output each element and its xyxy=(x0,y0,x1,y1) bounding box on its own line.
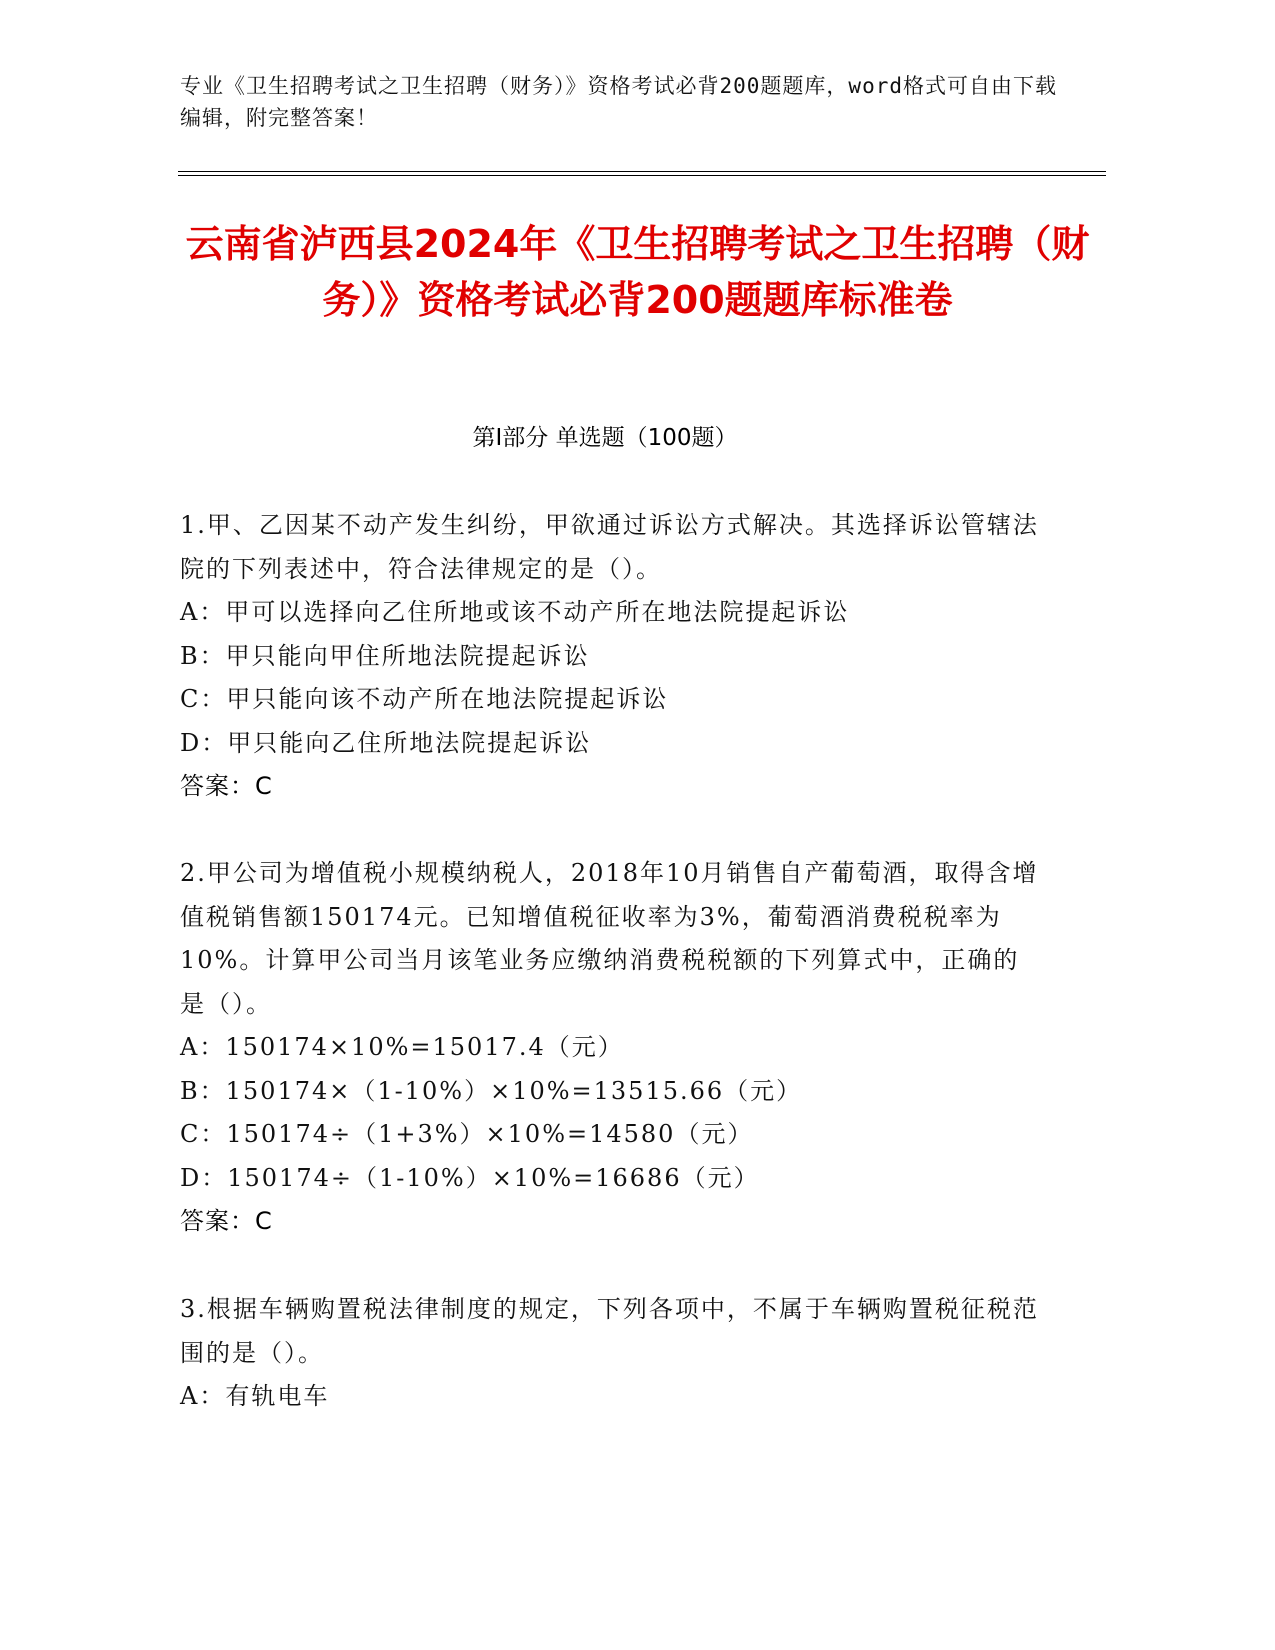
option-c: C：150174÷（1+3%）×10%=14580（元） xyxy=(180,1120,754,1148)
question-stem: 3.根据车辆购置税法律制度的规定，下列各项中，不属于车辆购置税征税范围的是（）。 xyxy=(180,1295,1039,1367)
option-a: A：甲可以选择向乙住所地或该不动产所在地法院提起诉讼 xyxy=(180,598,850,626)
header-divider-bottom xyxy=(178,175,1106,176)
question-1 xyxy=(180,504,1040,809)
option-b: B：甲只能向甲住所地法院提起诉讼 xyxy=(180,641,590,670)
answer: 答案：C xyxy=(180,772,273,800)
option-a: A：有轨电车 xyxy=(180,1382,330,1410)
question-2 xyxy=(180,852,1040,1244)
question-3 xyxy=(180,1288,1040,1419)
header-note: 专业《卫生招聘考试之卫生招聘（财务）》资格考试必背200题题库，word格式可自由下载编辑，附完整答案！ xyxy=(180,74,1057,130)
option-a: A：150174×10%=15017.4（元） xyxy=(180,1033,624,1061)
answer: 答案：C xyxy=(180,1207,273,1235)
question-stem: 1.甲、乙因某不动产发生纠纷，甲欲通过诉讼方式解决。其选择诉讼管辖法院的下列表述中，符合法律规定的是（）。 xyxy=(180,511,1039,583)
document-title: 云南省泸西县2024年《卫生招聘考试之卫生招聘（财务）》资格考试必背200题题库标准卷 xyxy=(185,222,1090,322)
option-b: B：150174×（1-10%）×10%=13515.66（元） xyxy=(180,1076,803,1105)
option-c: C：甲只能向该不动产所在地法院提起诉讼 xyxy=(180,685,669,713)
section-heading: 第Ⅰ部分 单选题（100题） xyxy=(472,425,738,451)
header-divider-top xyxy=(178,171,1106,172)
option-d: D：甲只能向乙住所地法院提起诉讼 xyxy=(180,728,592,757)
option-d: D：150174÷（1-10%）×10%=16686（元） xyxy=(180,1163,760,1192)
question-stem: 2.甲公司为增值税小规模纳税人，2018年10月销售自产葡萄酒，取得含增值税销售额150174元。已知增值税征收率为3%，葡萄酒消费税税率为10%。计算甲公司当月该笔业务应缴纳消费税税额的下列算式中，正确的是（）。 xyxy=(180,859,1039,1018)
